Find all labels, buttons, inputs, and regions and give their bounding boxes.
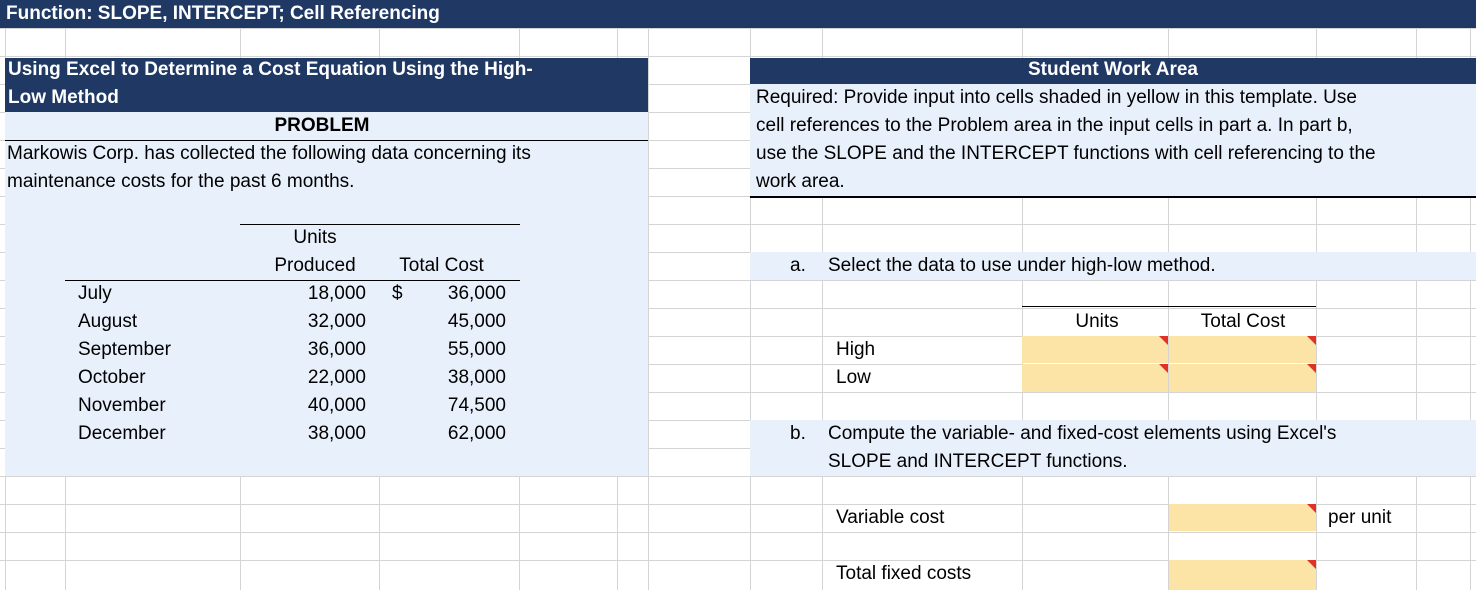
problem-header-line1: Using Excel to Determine a Cost Equation Using the High-: [8, 59, 533, 80]
units-december: 38,000: [307, 423, 366, 444]
col-total-cost: Total Cost: [1200, 311, 1286, 332]
cost-december: 62,000: [447, 423, 506, 444]
row-low: Low: [836, 367, 871, 388]
cost-july: 36,000: [447, 283, 506, 304]
cost-september: 55,000: [447, 339, 506, 360]
comment-indicator-icon: [1307, 560, 1316, 569]
cost-august: 45,000: [447, 311, 506, 332]
part-a-text: Select the data to use under high-low method.: [828, 255, 1216, 276]
units-november: 40,000: [307, 395, 366, 416]
high-cost-input[interactable]: [1169, 336, 1316, 363]
problem-text-line1: Markowis Corp. has collected the following data concerning its: [7, 143, 531, 164]
part-b-letter: b.: [790, 423, 806, 444]
per-unit-label: per unit: [1328, 507, 1392, 528]
part-b-line2: SLOPE and INTERCEPT functions.: [828, 451, 1128, 472]
part-a-letter: a.: [790, 255, 806, 276]
month-november: November: [78, 395, 166, 416]
low-cost-input[interactable]: [1169, 364, 1316, 392]
fixed-cost-input[interactable]: [1169, 560, 1316, 590]
fixed-cost-label: Total fixed costs: [836, 563, 972, 584]
month-october: October: [78, 367, 146, 388]
col-units: Units: [1075, 311, 1119, 332]
low-units-input[interactable]: [1022, 364, 1168, 392]
part-b-line1: Compute the variable- and fixed-cost elements using Excel's: [828, 423, 1337, 444]
units-september: 36,000: [307, 339, 366, 360]
comment-indicator-icon: [1307, 504, 1316, 513]
variable-cost-input[interactable]: [1169, 504, 1316, 531]
high-units-input[interactable]: [1022, 336, 1168, 363]
month-september: September: [78, 339, 171, 360]
required-line4: work area.: [756, 171, 845, 192]
header-units-line2: Produced: [274, 255, 356, 276]
title-text: Function: SLOPE, INTERCEPT; Cell Referencing: [6, 3, 440, 24]
required-line1: Required: Provide input into cells shaded in yellow in this template. Use: [756, 87, 1357, 108]
comment-indicator-icon: [1307, 364, 1316, 373]
required-line3: use the SLOPE and the INTERCEPT functions with cell referencing to the: [756, 143, 1376, 164]
problem-text-line2: maintenance costs for the past 6 months.: [7, 171, 355, 192]
problem-label: PROBLEM: [274, 115, 370, 136]
comment-indicator-icon: [1159, 336, 1168, 345]
units-october: 22,000: [307, 367, 366, 388]
units-july: 18,000: [307, 283, 366, 304]
dollar-sign: $: [392, 283, 403, 304]
cost-october: 38,000: [447, 367, 506, 388]
month-july: July: [78, 283, 112, 304]
variable-cost-label: Variable cost: [836, 507, 945, 528]
title-bar: [0, 0, 1476, 28]
required-line2: cell references to the Problem area in the input cells in part a. In part b,: [756, 115, 1353, 136]
month-december: December: [78, 423, 166, 444]
row-high: High: [836, 339, 876, 360]
comment-indicator-icon: [1159, 364, 1168, 373]
header-total-cost: Total Cost: [399, 255, 484, 276]
comment-indicator-icon: [1307, 336, 1316, 345]
cost-november: 74,500: [447, 395, 506, 416]
header-units-line1: Units: [293, 227, 337, 248]
work-area-header-text: Student Work Area: [1028, 59, 1198, 80]
month-august: August: [78, 311, 138, 332]
problem-header-line2: Low Method: [8, 87, 119, 108]
units-august: 32,000: [307, 311, 366, 332]
